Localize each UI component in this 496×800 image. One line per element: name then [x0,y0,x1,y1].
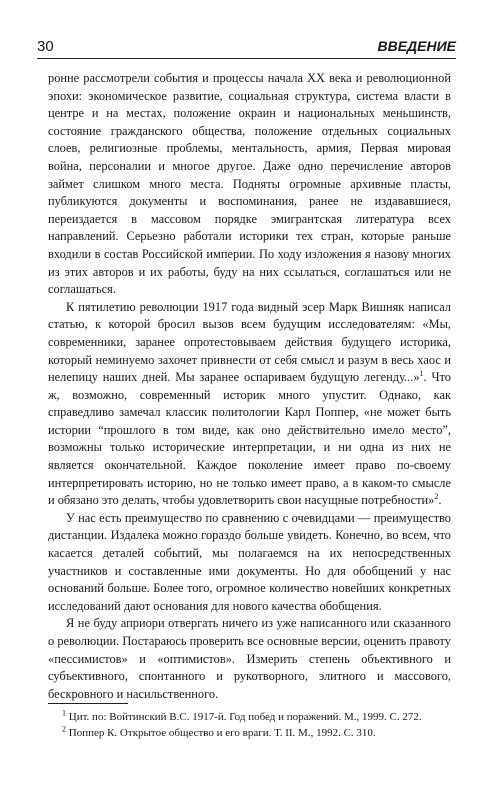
page-header [37,36,456,59]
footnote-1-number: 1 [62,708,66,718]
paragraph-2-part-1: К пятилетию революции 1917 года видный эсер Марк Вишняк написал статью, к которой бросил вызов всем будущим исследователям: «Мы, современники, заранее опротестовываем действия будущего историка, который неминуемо захочет привнести от себя смысл и разум в весь хаос и нелепицу наших дней. Мы заранее оспариваем будущую легенду...» [48,299,451,385]
footnotes [48,709,451,741]
footnote-rule [48,703,128,704]
footnote-2-text: Поппер К. Открытое общество и его враги. Т. II. М., 1992. С. 310. [68,727,376,739]
body-text [48,70,451,703]
paragraph-2-part-2: . Что ж, возможно, современный историк много упустит. Однако, как справедливо замечал классик политологии Карл Поппер, «не может быть истории “прошлого в том виде, как оно действительно имело место”, возможны только исторические интерпретации, и ни одна из них не является окончательной. Каждое поколение имеет право по-своему интерпретировать историю, но не только имеет право, а в каком-то смысле и обязано это делать, чтобы удовлетворить свои насущные потребности» [48,370,451,508]
footnote-ref-1: 1 [419,368,424,378]
footnote-ref-2: 2 [434,492,439,502]
paragraph-2-part-3: . [438,493,442,508]
paragraph-4: Я не буду априори отвергать ничего из уже написанного или сказанного о революции. Постараюсь проверить все основные версии, оценить правоту «пессимистов» и «оптимистов». Измерить степень объективного и субъективного, спонтанного и рукотворного, элитного и массового, бескровного и насильственного. [48,616,451,701]
footnote-2 [48,725,451,741]
footnote-2-number: 2 [62,724,66,734]
footnote-1 [48,709,451,725]
paragraph-1: ронне рассмотрели события и процессы начала XX века и революционной эпохи: экономическое развитие, социальная структура, система власти в центре и на местах, положение окраин и национальных меньшинств, состояние гражданского общества, положение отдельных социальных слоев, религиозные проблемы, ментальность, армия, Первая мировая война, персоналии и многое другое. Даже одно перечисление авторов займет слишком много места. Подняты огромные архивные пласты, публикуются документы и воспоминания, ранее не издававшиеся, переиздается в массовом порядке эмигрантская литература всех направлений. Серьезно работали историки тех стран, которые раньше входили в состав Российской империи. По ходу изложения я назову многих из этих авторов и их работы, буду на них ссылаться, соглашаться или не соглашаться. [48,71,451,297]
page-number: 30 [37,38,54,55]
paragraph-2 [48,299,451,510]
footnote-1-text: Цит. по: Войтинский В.С. 1917-й. Год побед и поражений. М., 1999. С. 272. [68,711,422,723]
running-head: ВВЕДЕНИЕ [377,38,456,54]
paragraph-3: У нас есть преимущество по сравнению с очевидцами — преимущество дистанции. Издалека можно гораздо больше увидеть. Конечно, во всем, что касается деталей событий, мы полагаемся на их непосредственных участников и составленные ими документы. Но для обобщений у нас оснований больше. Более того, огромное количество новейших конкретных исследований дают основания для нового качества обобщения. [48,510,451,613]
